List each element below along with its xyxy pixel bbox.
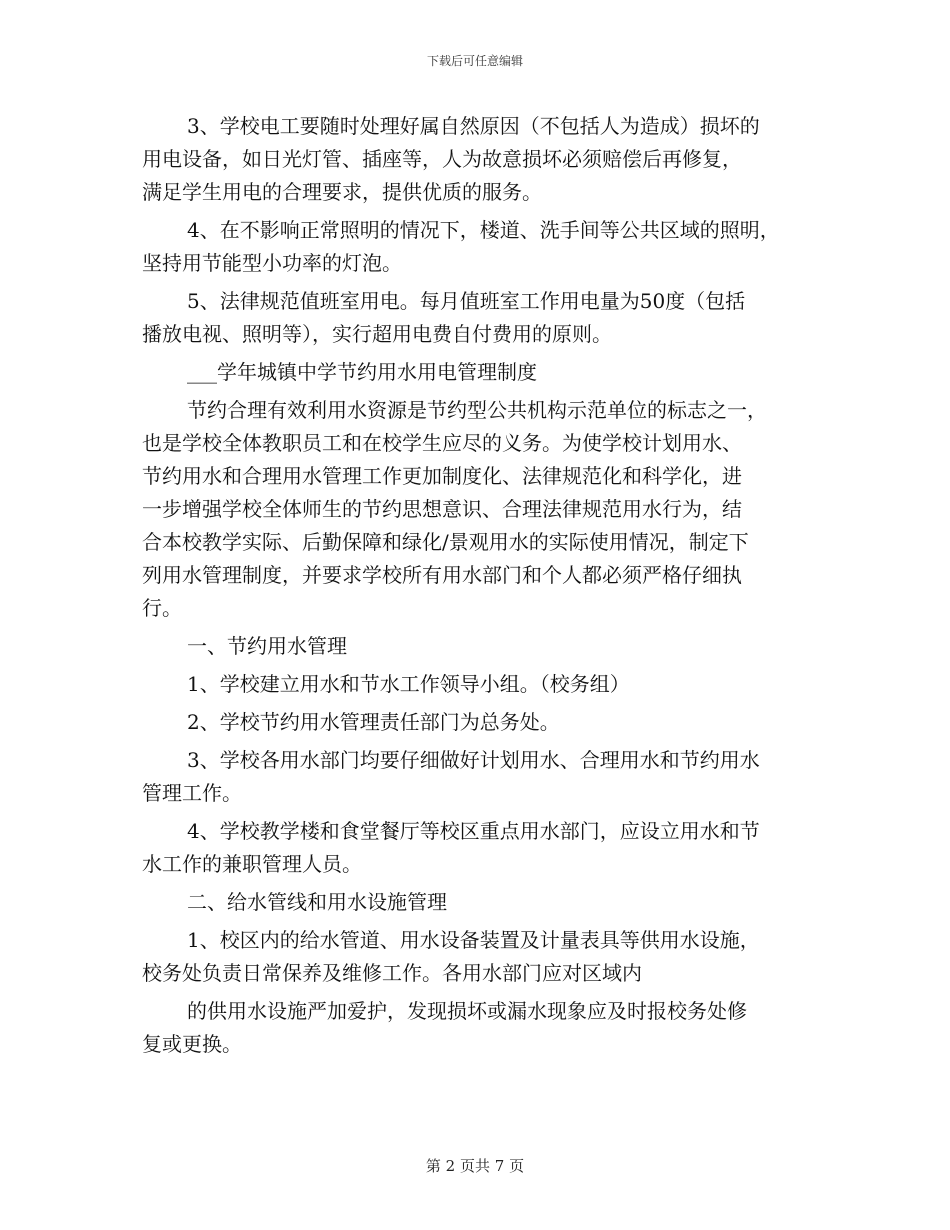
text-line: 行。 [142, 596, 182, 620]
text-line: 4、在不影响正常照明的情况下，楼道、洗手间等公共区域的照明， [187, 218, 780, 242]
heading-water-saving [142, 630, 822, 663]
page-header: 下载后可任意编辑 [426, 54, 523, 68]
text-line: 一、节约用水管理 [187, 634, 347, 658]
paragraph-part-time-managers [142, 815, 822, 881]
text-line: 2、学校节约用水管理责任部门为总务处。 [187, 710, 560, 734]
paragraph-leadership-group [142, 668, 822, 701]
text-line: 1、校区内的给水管道、用水设备装置及计量表具等供用水设施， [187, 928, 760, 952]
text-line: 复或更换。 [142, 1032, 242, 1056]
text-line: 合本校教学实际、后勤保障和绿化/景观用水的实际使用情况，制定下 [142, 530, 749, 554]
text-line: 水工作的兼职管理人员。 [142, 852, 362, 876]
text-line: ___学年城镇中学节约用水用电管理制度 [187, 360, 537, 384]
text-line: 节约合理有效利用水资源是节约型公共机构示范单位的标志之一， [187, 398, 767, 422]
section-title [142, 356, 822, 389]
heading-pipeline-management [142, 886, 822, 919]
paragraph-facility-care [142, 995, 822, 1061]
text-line: 一步增强学校全体师生的节约思想意识、合理法律规范用水行为，结 [142, 497, 742, 521]
paragraph-facility-maintenance [142, 924, 822, 990]
document-body [142, 110, 822, 1066]
paragraph-planned-usage [142, 744, 822, 810]
text-line: 满足学生用电的合理要求，提供优质的服务。 [142, 180, 542, 204]
text-line: 校务处负责日常保养及维修工作。各用水部门应对区域内 [142, 961, 642, 985]
paragraph-public-lighting [142, 214, 822, 280]
text-line: 的供用水设施严加爱护，发现损坏或漏水现象应及时报校务处修 [187, 999, 747, 1023]
text-line: 播放电视、照明等），实行超用电费自付费用的原则。 [142, 322, 612, 346]
text-line: 用电设备，如日光灯管、插座等，人为故意损坏必须赔偿后再修复， [142, 147, 742, 171]
text-line: 5、法律规范值班室用电。每月值班室工作用电量为50度（包括 [187, 289, 746, 313]
text-line: 节约用水和合理用水管理工作更加制度化、法律规范化和科学化，进 [142, 464, 742, 488]
text-line: 列用水管理制度，并要求学校所有用水部门和个人都必须严格仔细执 [142, 563, 742, 587]
paragraph-introduction [142, 394, 822, 625]
text-line: 3、学校电工要随时处理好属自然原因（不包括人为造成）损坏的 [187, 114, 760, 138]
text-line: 坚持用节能型小功率的灯泡。 [142, 251, 402, 275]
paragraph-responsible-dept [142, 706, 822, 739]
text-line: 管理工作。 [142, 781, 242, 805]
paragraph-electrician-repair [142, 110, 822, 209]
paragraph-duty-room-power [142, 285, 822, 351]
page-footer: 第 2 页共 7 页 [425, 1157, 525, 1175]
text-line: 二、给水管线和用水设施管理 [187, 890, 447, 914]
text-line: 也是学校全体教职员工和在校学生应尽的义务。为使学校计划用水、 [142, 431, 742, 455]
text-line: 4、学校教学楼和食堂餐厅等校区重点用水部门，应设立用水和节 [187, 819, 760, 843]
text-line: 3、学校各用水部门均要仔细做好计划用水、合理用水和节约用水 [187, 748, 760, 772]
text-line: 1、学校建立用水和节水工作领导小组。（校务组） [187, 672, 630, 696]
